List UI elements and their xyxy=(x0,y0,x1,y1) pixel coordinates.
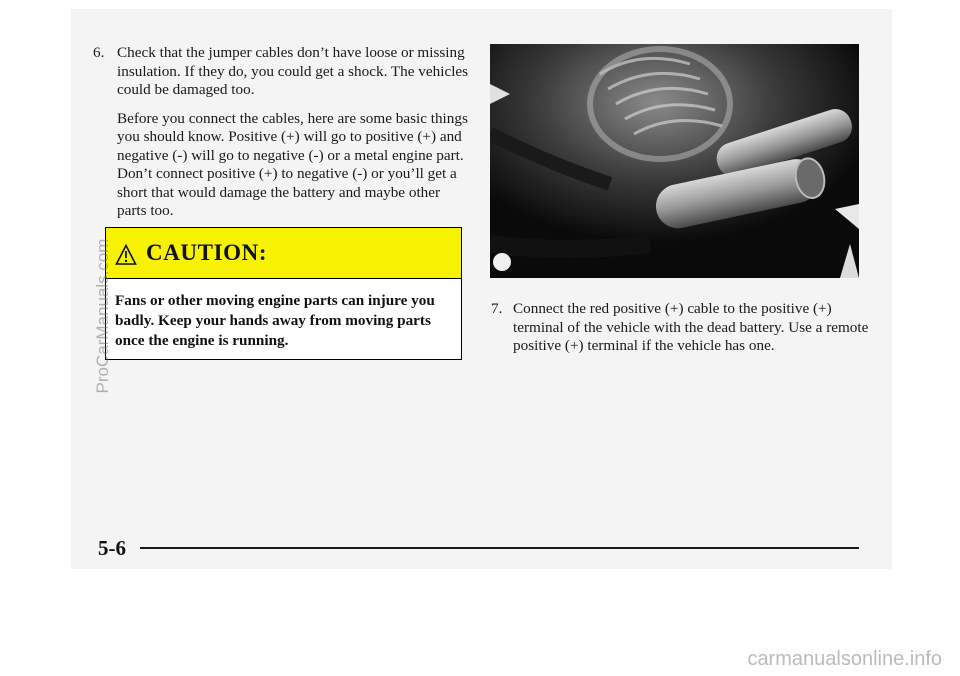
step-number: 7. xyxy=(491,300,503,317)
watermark-bottom: carmanualsonline.info xyxy=(747,648,942,670)
watermark-left xyxy=(93,218,113,414)
watermark-left-text: ProCarManuals.com xyxy=(93,238,112,394)
step-7-text: Connect the red positive (+) cable to the positive (+) terminal of the vehicle with the dead battery. Use a remote positive (+) terminal if the vehicle has one. xyxy=(513,300,869,354)
footer-rule xyxy=(140,547,859,549)
caution-text: Fans or other moving engine parts can injure you badly. Keep your hands away from moving parts once the engine is running. xyxy=(115,292,435,349)
caution-title: CAUTION: xyxy=(146,240,268,265)
caution-header xyxy=(106,228,461,279)
step-6-paragraph-1: Check that the jumper cables don’t have loose or missing insulation. If they do, you could get a shock. The vehicles could be damaged too. xyxy=(117,44,469,98)
page-number: 5-6 xyxy=(98,536,126,560)
step-6-paragraph-2: Before you connect the cables, here are some basic things you should know. Positive (+) will go to positive (+) and negative (-) will go to negative (-) or a metal engine part. Don’t connect positive (+) to negative (-) or you’ll get a short that would damage the battery and maybe other parts too. xyxy=(117,109,468,219)
step-6 xyxy=(93,44,473,231)
step-7 xyxy=(491,300,871,356)
engine-jumper-cables-photo xyxy=(490,44,859,278)
warning-triangle-icon xyxy=(115,244,137,266)
caution-box xyxy=(105,227,462,360)
step-number: 6. xyxy=(93,44,105,61)
